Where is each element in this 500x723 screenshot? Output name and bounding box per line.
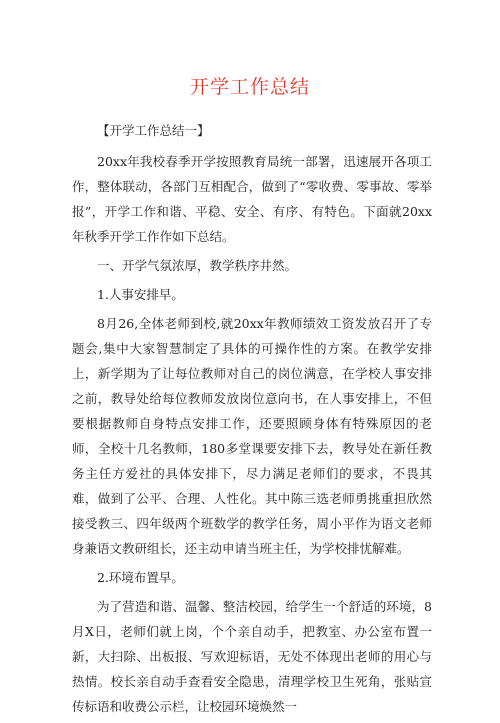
paragraph-subheading-1: 1.人事安排早。 [97,287,184,302]
document-body [72,118,432,723]
paragraph-intro: 20xx年我校春季开学按照教育局统一部署，迅速展开各项工作，整体联动，各部门互相配合，做到了“零收费、零事故、零举报”，开学工作和谐、平稳、安全、有序、有特色。下面就20xx年秋季开学工作作如下总结。 [72,154,432,244]
paragraph-staffing: 8月26,全体老师到校,就20xx年教师绩效工资发放召开了专题会,集中大家智慧制定了具体的可操作性的方案。在教学安排上，新学期为了让每位教师对自己的岗位满意，在学校人事安排之前，教导处给每位教师发放岗位意向书，在人事安排上，不但要根据教师自身特点安排工作，还要照顾身体有特殊原因的老师，全校十几名教师，180多堂课要安排下去，教导处在新任教务主任方爱社的具体安排下，尽力满足老师们的要求，不畏其难，做到了公平、合理、人性化。其中陈三选老师勇挑重担欣然接受教三、四年级两个班数学的教学任务，周小平作为语文老师身兼语文教研组长，还主动申请当班主任，为学校排忧解难。 [72,316,432,556]
paragraph-subheading-2: 2.环境布置早。 [97,570,184,585]
paragraph-environment: 为了营造和谐、温馨、整洁校园，给学生一个舒适的环境，8月X日，老师们就上岗，个个亲自动手，把教室、办公室布置一新，大扫除、出板报、写欢迎标语，无处不体现出老师的用心与热情。校长亲自动手查看安全隐患，清理学校卫生死角，张贴宣传标语和收费公示栏，让校园环境焕然一 [72,599,432,714]
paragraph-heading-1: 一、开学气氛浓厚，教学秩序井然。 [97,258,298,273]
section-heading: 【开学工作总结一】 [97,123,210,138]
document-title: 开学工作总结 [189,76,310,98]
